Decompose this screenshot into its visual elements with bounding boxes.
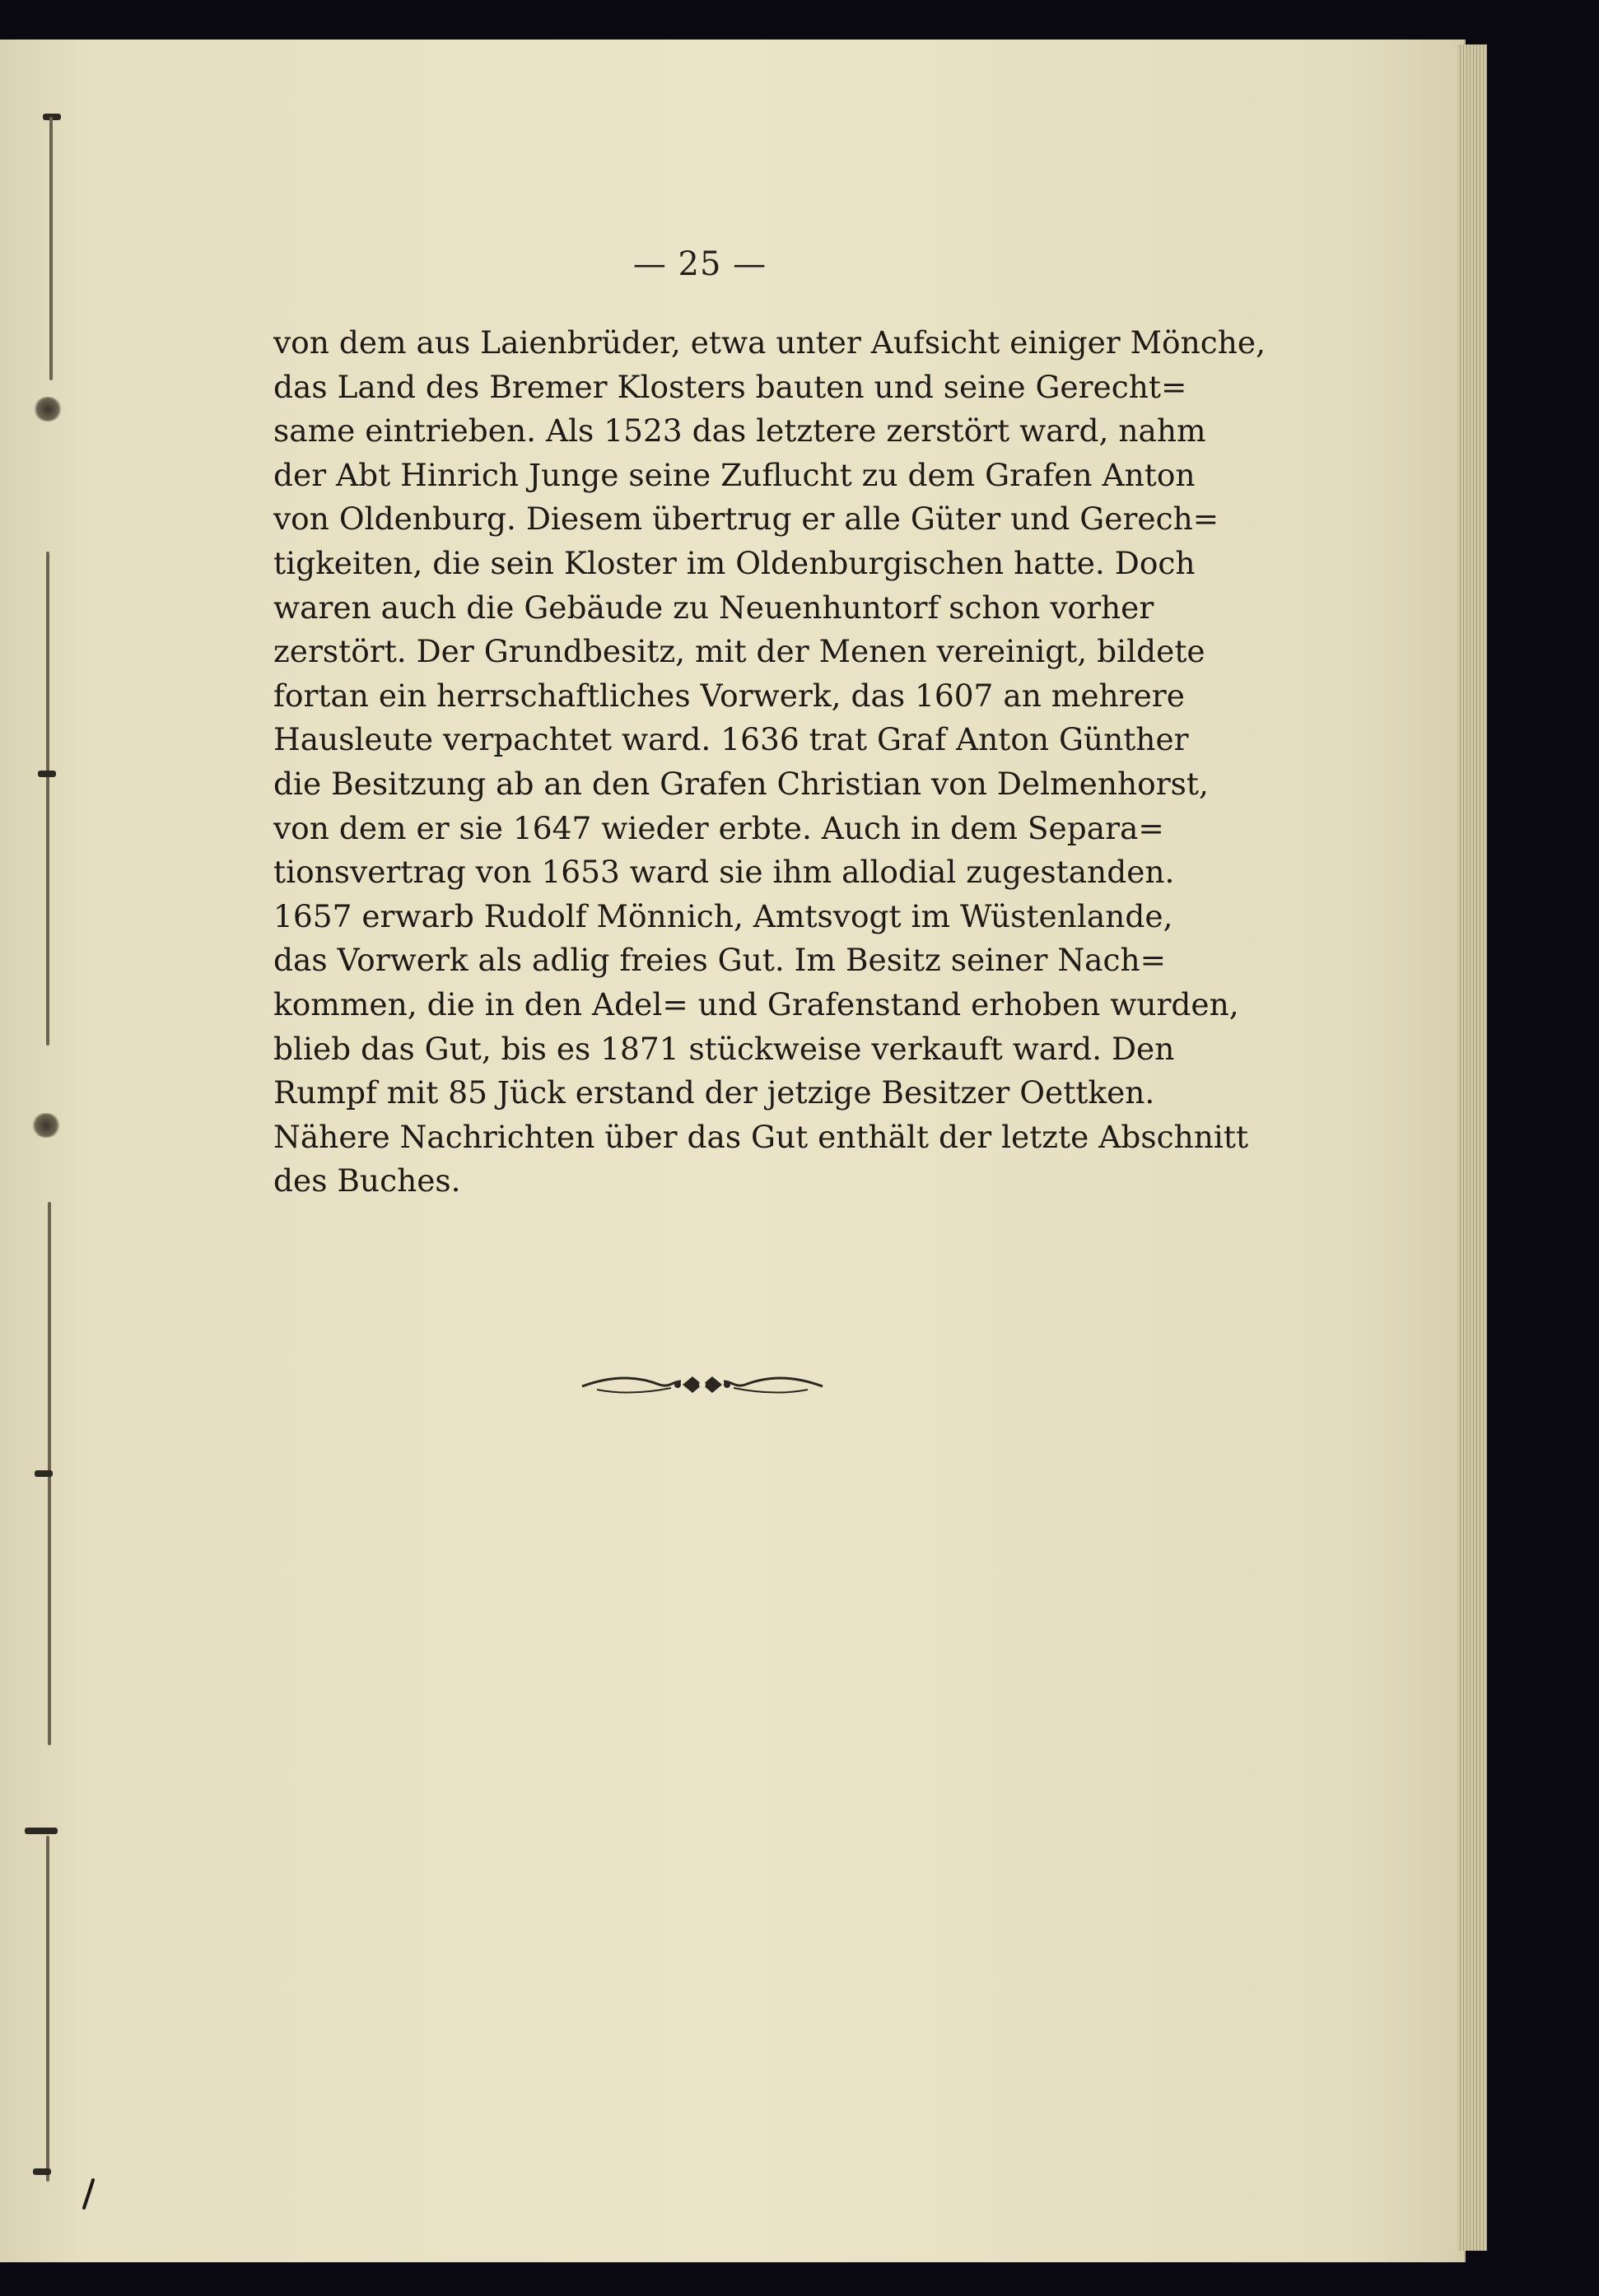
binding-knot bbox=[38, 771, 56, 777]
text-line: fortan ein herrschaftliches Vorwerk, das 1607 an mehrere bbox=[273, 677, 1185, 714]
pencil-mark bbox=[82, 2178, 96, 2210]
text-line: tigkeiten, die sein Kloster im Oldenburgischen hatte. Doch bbox=[273, 544, 1196, 581]
text-line: Hausleute verpachtet ward. 1636 trat Graf Anton Günther bbox=[273, 721, 1189, 758]
text-line: 1657 erwarb Rudolf Mönnich, Amtsvogt im Wüstenlande, bbox=[273, 897, 1173, 934]
binding-knot bbox=[35, 1470, 53, 1477]
binding-hole bbox=[31, 1113, 61, 1138]
text-line: Rumpf mit 85 Jück erstand der jetzige Besitzer Oettken. bbox=[273, 1074, 1155, 1111]
text-line: blieb das Gut, bis es 1871 stückweise verkauft ward. Den bbox=[273, 1030, 1175, 1067]
text-line: das Vorwerk als adlig freies Gut. Im Besitz seiner Nach= bbox=[273, 942, 1167, 979]
binding-thread bbox=[46, 552, 49, 1046]
text-line: kommen, die in den Adel= und Grafenstand erhoben wurden, bbox=[273, 985, 1239, 1022]
binding-knot bbox=[33, 2168, 51, 2175]
page-number: — 25 — bbox=[632, 245, 767, 283]
binding-knot bbox=[25, 1828, 58, 1834]
text-line: von dem aus Laienbrüder, etwa unter Aufsicht einiger Mönche, bbox=[273, 324, 1266, 361]
text-line: von Oldenburg. Diesem übertrug er alle Güter und Gerech= bbox=[273, 501, 1219, 538]
text-line: waren auch die Gebäude zu Neuenhuntorf schon vorher bbox=[273, 589, 1154, 626]
text-line: Nähere Nachrichten über das Gut enthält der letzte Abschnitt bbox=[273, 1118, 1249, 1155]
binding-thread bbox=[46, 1836, 49, 2182]
body-text bbox=[273, 321, 1266, 1204]
decorative-flourish-icon bbox=[580, 1367, 824, 1403]
text-line: des Buches. bbox=[273, 1162, 461, 1199]
binding-thread bbox=[49, 117, 53, 380]
page-edges bbox=[1457, 44, 1487, 2251]
text-line: von dem er sie 1647 wieder erbte. Auch in dem Separa= bbox=[273, 809, 1164, 846]
binding-hole bbox=[33, 397, 63, 421]
text-line: same eintrieben. Als 1523 das letztere zerstört ward, nahm bbox=[273, 412, 1206, 449]
text-line: tionsvertrag von 1653 ward sie ihm allodial zugestanden. bbox=[273, 854, 1175, 891]
text-line: zerstört. Der Grundbesitz, mit der Menen vereinigt, bildete bbox=[273, 633, 1205, 670]
text-line: die Besitzung ab an den Grafen Christian von Delmenhorst, bbox=[273, 765, 1209, 802]
text-line: das Land des Bremer Klosters bauten und seine Gerecht= bbox=[273, 368, 1187, 405]
text-line: der Abt Hinrich Junge seine Zuflucht zu dem Grafen Anton bbox=[273, 456, 1196, 493]
